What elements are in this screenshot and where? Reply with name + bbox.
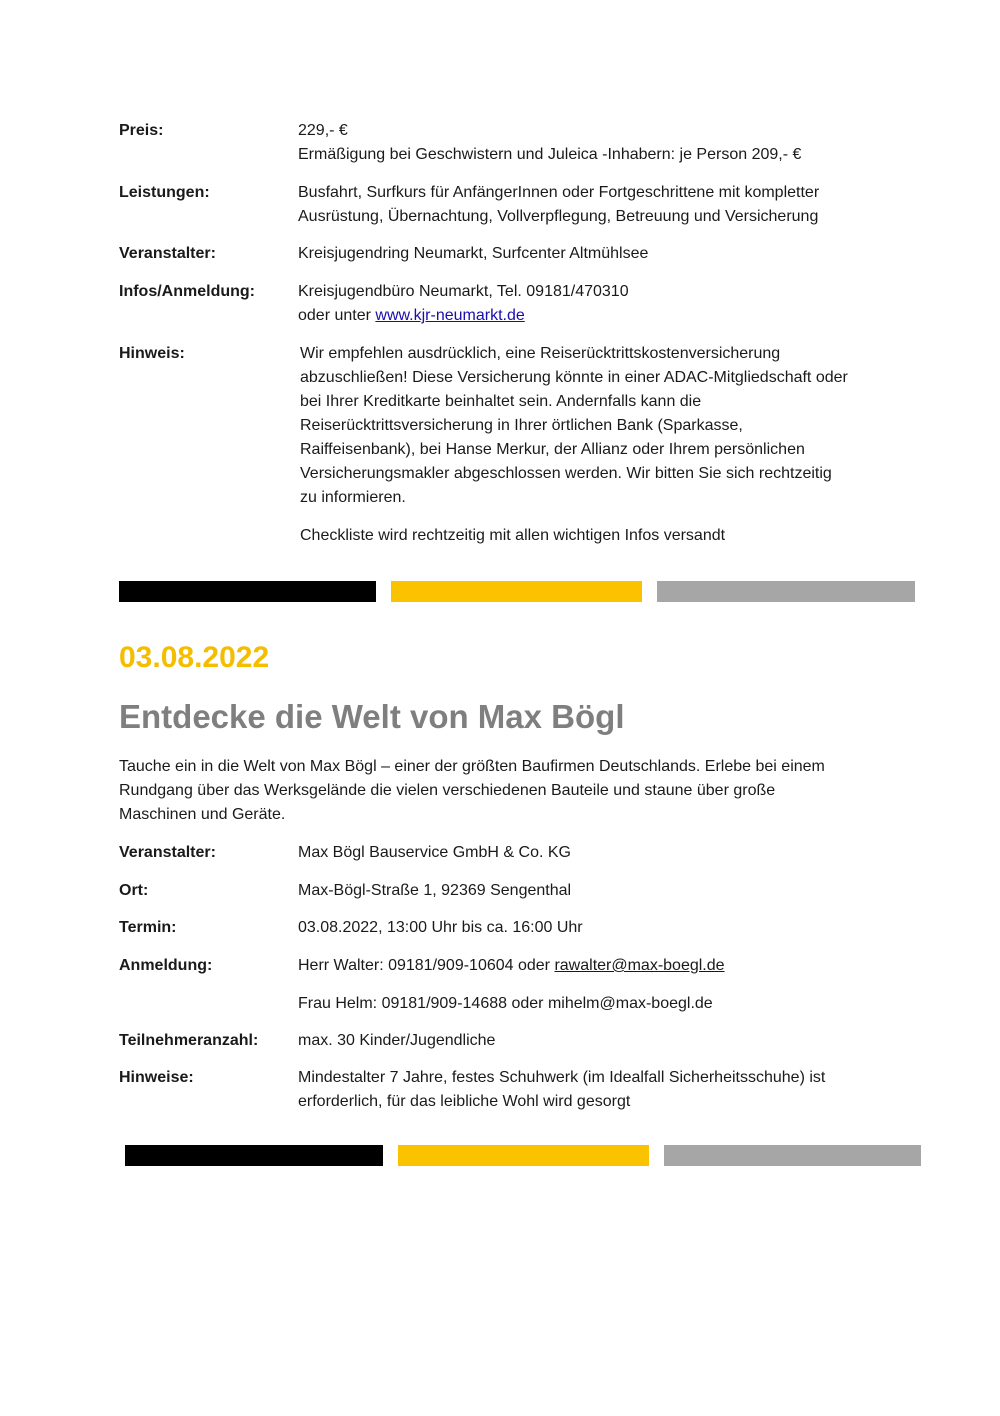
preis-label: Preis: [119, 122, 164, 139]
anmeldung-label: Anmeldung: [119, 957, 213, 974]
hinweise-line2: erforderlich, für das leibliche Wohl wird gesorgt [298, 1093, 631, 1110]
veranstalter2-label: Veranstalter: [119, 844, 216, 861]
teilnehmer-label: Teilnehmeranzahl: [119, 1032, 259, 1049]
event-intro [119, 755, 899, 827]
veranstalter2-value: Max Bögl Bauservice GmbH & Co. KG [298, 844, 571, 861]
hinweis-line: abzuschließen! Diese Versicherung könnte in einer ADAC-Mitgliedschaft oder [300, 369, 848, 386]
kjr-website-link[interactable]: www.kjr-neumarkt.de [375, 307, 525, 324]
divider-yellow [398, 1145, 649, 1166]
termin-label: Termin: [119, 919, 177, 936]
hinweis-line: bei Ihrer Kreditkarte beinhaltet sein. Andernfalls kann die [300, 393, 702, 410]
anmeldung-helm: Frau Helm: 09181/909-14688 oder mihelm@max-boegl.de [298, 995, 713, 1012]
intro-line: Maschinen und Geräte. [119, 806, 286, 823]
termin-value: 03.08.2022, 13:00 Uhr bis ca. 16:00 Uhr [298, 919, 583, 936]
divider-black [125, 1145, 383, 1166]
walter-email-link[interactable]: rawalter@max-boegl.de [554, 957, 725, 974]
ort-value: Max-Bögl-Straße 1, 92369 Sengenthal [298, 882, 572, 899]
hinweise-line1: Mindestalter 7 Jahre, festes Schuhwerk (im Idealfall Sicherheitsschuhe) ist [298, 1069, 826, 1086]
leistungen-label: Leistungen: [119, 184, 210, 201]
intro-line: Rundgang über das Werksgelände die vielen verschiedenen Bauteile und staune über große [119, 782, 776, 799]
infos-line2 [298, 304, 888, 328]
anmeldung-walter [298, 954, 888, 978]
hinweis-line: Reiserücktrittsversicherung in Ihrer örtlichen Bank (Sparkasse, [300, 417, 743, 434]
hinweis-line: Wir empfehlen ausdrücklich, eine Reiserücktrittskostenversicherung [300, 345, 781, 362]
hinweis-label: Hinweis: [119, 345, 185, 362]
infos-prefix: oder unter [298, 307, 371, 324]
ort-label: Ort: [119, 882, 149, 899]
teilnehmer-value: max. 30 Kinder/Jugendliche [298, 1032, 496, 1049]
hinweis-line: zu informieren. [300, 489, 406, 506]
preis-value: 229,- € [298, 122, 348, 139]
divider-yellow [391, 581, 642, 602]
divider-gray [664, 1145, 921, 1166]
infos-line1: Kreisjugendbüro Neumarkt, Tel. 09181/470310 [298, 283, 629, 300]
veranstalter-label: Veranstalter: [119, 245, 216, 262]
walter-contact: Herr Walter: 09181/909-10604 oder [298, 957, 550, 974]
veranstalter-value: Kreisjugendring Neumarkt, Surfcenter Altmühlsee [298, 245, 649, 262]
leistungen-line2: Ausrüstung, Übernachtung, Vollverpflegung, Betreuung und Versicherung [298, 208, 819, 225]
intro-line: Tauche ein in die Welt von Max Bögl – einer der größten Baufirmen Deutschlands. Erlebe bei einem [119, 758, 825, 775]
event-date: 03.08.2022 [119, 641, 270, 674]
hinweise-label: Hinweise: [119, 1069, 194, 1086]
infos-label: Infos/Anmeldung: [119, 283, 255, 300]
hinweis-line: Raiffeisenbank), bei Hanse Merkur, der Allianz oder Ihrem persönlichen [300, 441, 805, 458]
divider-black [119, 581, 376, 602]
event-title: Entdecke die Welt von Max Bögl [119, 698, 625, 735]
hinweis-line: Versicherungsmakler abgeschlossen werden. Wir bitten Sie sich rechtzeitig [300, 465, 832, 482]
divider-gray [657, 581, 915, 602]
leistungen-line1: Busfahrt, Surfkurs für AnfängerInnen oder Fortgeschrittene mit kompletter [298, 184, 820, 201]
preis-discount: Ermäßigung bei Geschwistern und Juleica -Inhabern: je Person 209,- € [298, 146, 802, 163]
checkliste-note: Checkliste wird rechtzeitig mit allen wichtigen Infos versandt [300, 527, 726, 544]
